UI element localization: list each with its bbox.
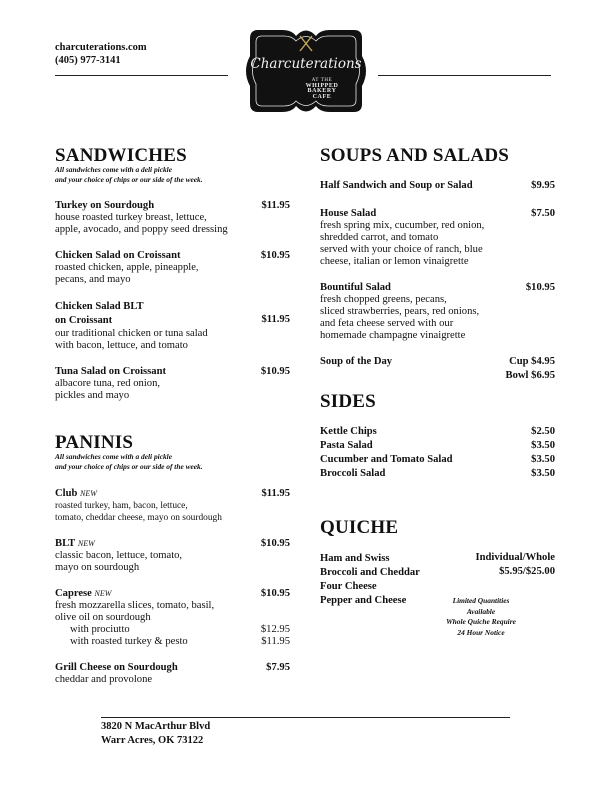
item-price: $11.95: [261, 200, 290, 211]
side-item: Cucumber and Tomato Salad: [320, 454, 453, 465]
paninis-heading: PANINIS: [55, 432, 134, 453]
logo-script: Charcuterations: [250, 56, 362, 72]
option-prosciutto: with prociutto: [70, 624, 130, 635]
soups-heading: SOUPS AND SALADS: [320, 145, 510, 166]
item-price-cup: Cup $4.95: [509, 356, 555, 367]
new-badge: NEW: [77, 539, 95, 548]
item-price: $10.95: [260, 366, 290, 377]
side-item: Broccoli Salad: [320, 468, 386, 479]
quiche-item: Four Cheese: [320, 581, 377, 592]
menu-item-grill-cheese: Grill Cheese on Sourdough cheddar and provolone: [55, 662, 178, 685]
item-price: $10.95: [525, 282, 555, 293]
sides-heading: SIDES: [320, 391, 376, 412]
logo-subtitle: AT THE WHIPPED BAKERY CAFE: [305, 78, 339, 100]
phone-number[interactable]: (405) 977-3141: [55, 55, 121, 66]
sandwiches-note: All sandwiches come with a deli pickle and your choice of chips or our side of the week.: [55, 165, 203, 184]
item-price: $10.95: [260, 250, 290, 261]
item-price: $2.50: [531, 426, 555, 437]
quiche-price-header: Individual/Whole: [475, 552, 555, 563]
logo: [236, 26, 376, 116]
quiche-list: [320, 552, 420, 608]
option-turkey-pesto: with roasted turkey & pesto: [70, 636, 188, 647]
new-badge: NEW: [80, 489, 97, 498]
item-price-bowl: Bowl $6.95: [505, 370, 555, 381]
item-price: $7.95: [266, 662, 290, 673]
side-item: Pasta Salad: [320, 440, 373, 451]
address: 3820 N MacArthur Blvd Warr Acres, OK 73122: [101, 721, 211, 746]
item-price: $3.50: [531, 468, 555, 479]
item-price: $10.95: [260, 538, 290, 549]
quiche-item: Broccoli and Cheddar: [320, 567, 420, 578]
quiche-heading: QUICHE: [320, 517, 399, 538]
menu-item-tuna: Tuna Salad on Croissant albacore tuna, red onion, pickles and mayo: [55, 366, 166, 401]
footer-rule: [101, 717, 510, 718]
menu-item-chicken-blt: Chicken Salad BLT on Croissant our traditional chicken or tuna salad with bacon, lettuce, and tomato: [55, 301, 208, 351]
item-price: $9.95: [531, 180, 555, 191]
menu-item-turkey: Turkey on Sourdough house roasted turkey breast, lettuce, apple, avocado, and poppy seed dressing: [55, 200, 291, 236]
menu-item-chicken-salad: Chicken Salad on Croissant roasted chicken, apple, pineapple, pecans, and mayo: [55, 250, 199, 285]
menu-item-blt: BLT NEW classic bacon, lettuce, tomato, mayo on sourdough: [55, 538, 183, 573]
menu-item-soup-of-day: Soup of the Day: [320, 356, 393, 367]
quiche-item: Pepper and Cheese: [320, 595, 407, 606]
header-rule-left: [55, 75, 228, 76]
item-price: $10.95: [260, 588, 290, 599]
menu-item-half-sandwich: Half Sandwich and Soup or Salad: [320, 180, 473, 191]
item-price: $11.95: [261, 488, 290, 499]
contact-info: [55, 41, 147, 67]
menu-item-house-salad: House Salad fresh spring mix, cucumber, red onion, shredded carrot, and tomato served with your choice of ranch, blue cheese, italian or lemon vinaigrette: [320, 208, 485, 267]
header-rule-right: [378, 75, 551, 76]
item-price: $11.95: [261, 314, 290, 325]
option-price: $11.95: [261, 636, 290, 647]
quiche-item: Ham and Swiss: [320, 553, 390, 564]
option-price: $12.95: [260, 624, 290, 635]
sandwiches-heading: SANDWICHES: [55, 145, 187, 166]
paninis-note: All sandwiches come with a deli pickle and your choice of chips or our side of the week.: [55, 452, 203, 471]
new-badge: NEW: [94, 589, 112, 598]
item-price: $3.50: [531, 454, 555, 465]
quiche-note: Limited Quantities Available Whole Quiche Require 24 Hour Notice: [446, 596, 516, 637]
menu-item-caprese: Caprese NEW fresh mozzarella slices, tomato, basil, olive oil on sourdough with prociutto with roasted turkey & pesto: [55, 588, 291, 648]
item-price: $7.50: [531, 208, 555, 219]
side-item: Kettle Chips: [320, 426, 377, 437]
item-price: $3.50: [531, 440, 555, 451]
menu-item-club: Club NEW roasted turkey, ham, bacon, lettuce, tomato, cheddar cheese, mayo on sourdough: [55, 488, 222, 523]
quiche-price: $5.95/$25.00: [499, 566, 555, 577]
item-name: Turkey on Sourdough: [55, 200, 155, 211]
website-link[interactable]: charcuterations.com: [55, 42, 147, 53]
menu-item-bountiful-salad: Bountiful Salad fresh chopped greens, pecans, sliced strawberries, pears, red onions, and feta cheese served with our homemade champagne vinaigrette: [320, 282, 480, 341]
